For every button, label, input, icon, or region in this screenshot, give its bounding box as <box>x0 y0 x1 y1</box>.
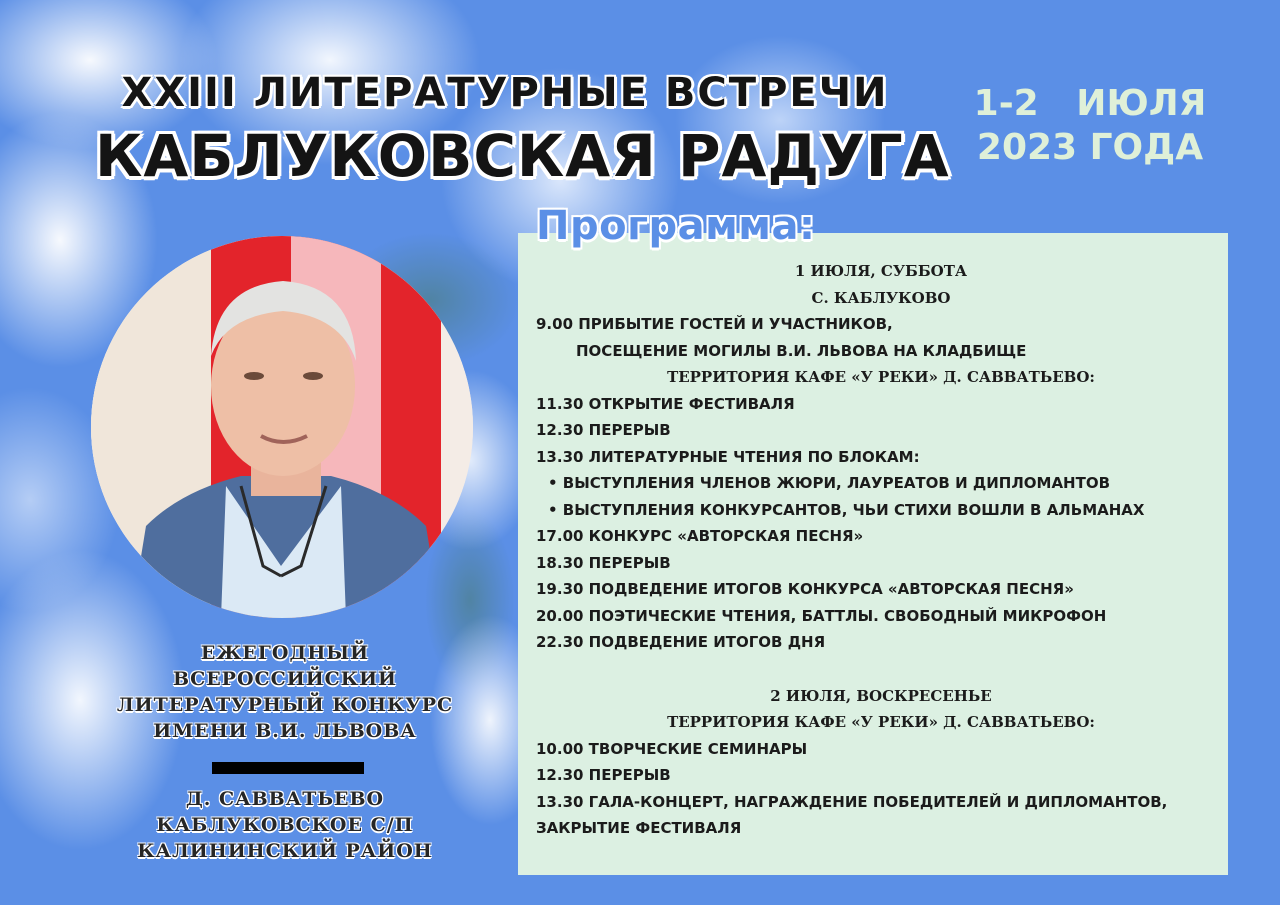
schedule-item: 17.00 КОНКУРС «АВТОРСКАЯ ПЕСНЯ» <box>536 527 864 545</box>
location-caption <box>110 786 460 864</box>
schedule-item: 13.30 ЛИТЕРАТУРНЫЕ ЧТЕНИЯ ПО БЛОКАМ: <box>536 447 920 466</box>
caption-line: КАЛИНИНСКИЙ РАЙОН <box>137 840 433 862</box>
schedule-item: 18.30 ПЕРЕРЫВ <box>536 553 671 572</box>
schedule-item: 12.30 ПЕРЕРЫВ <box>536 766 671 784</box>
schedule-item: 19.30 ПОДВЕДЕНИЕ ИТОГОВ КОНКУРСА «АВТОРСКАЯ ПЕСНЯ» <box>536 580 1074 598</box>
caption-line: ВСЕРОССИЙСКИЙ <box>173 668 397 690</box>
schedule-item: 12.30 ПЕРЕРЫВ <box>536 421 671 439</box>
schedule-item: 11.30 ОТКРЫТИЕ ФЕСТИВАЛЯ <box>536 394 795 413</box>
caption-line: КАБЛУКОВСКОЕ С/П <box>156 814 414 836</box>
schedule-item: ЗАКРЫТИЕ ФЕСТИВАЛЯ <box>536 819 742 837</box>
schedule-item: 13.30 ГАЛА-КОНЦЕРТ, НАГРАЖДЕНИЕ ПОБЕДИТЕЛЕЙ И ДИПЛОМАНТОВ, <box>536 792 1168 811</box>
event-title-line2: КАБЛУКОВСКАЯ РАДУГА <box>95 122 950 190</box>
schedule-item: 9.00 ПРИБЫТИЕ ГОСТЕЙ И УЧАСТНИКОВ, <box>536 315 893 333</box>
day2-venue: ТЕРРИТОРИЯ КАФЕ «У РЕКИ» Д. САВВАТЬЕВО: <box>667 713 1095 731</box>
program-schedule <box>536 258 1226 842</box>
spacer <box>536 656 1226 683</box>
contest-caption <box>110 640 460 744</box>
caption-divider <box>212 762 364 774</box>
caption-line: ЕЖЕГОДНЫЙ <box>200 642 370 664</box>
portrait-photo <box>91 236 473 618</box>
schedule-bullet-item: • ВЫСТУПЛЕНИЯ ЧЛЕНОВ ЖЮРИ, ЛАУРЕАТОВ И ДИПЛОМАНТОВ <box>548 474 1111 492</box>
caption-line: ИМЕНИ В.И. ЛЬВОВА <box>153 720 417 742</box>
day1-venue: ТЕРРИТОРИЯ КАФЕ «У РЕКИ» Д. САВВАТЬЕВО: <box>667 368 1095 386</box>
day2-title: 2 ИЮЛЯ, ВОСКРЕСЕНЬЕ <box>770 686 992 705</box>
schedule-item: 20.00 ПОЭТИЧЕСКИЕ ЧТЕНИЯ, БАТТЛЫ. СВОБОДНЫЙ МИКРОФОН <box>536 606 1107 625</box>
schedule-bullet-item: • ВЫСТУПЛЕНИЯ КОНКУРСАНТОВ, ЧЬИ СТИХИ ВОШЛИ В АЛЬМАНАХ <box>548 500 1145 519</box>
event-date-days: 1-2 ИЮЛЯ <box>973 83 1207 124</box>
day1-location: С. КАБЛУКОВО <box>811 288 951 307</box>
portrait-illustration <box>91 236 473 618</box>
event-date-year: 2023 ГОДА <box>976 127 1204 168</box>
program-heading: Программа: <box>536 203 816 249</box>
caption-line: ЛИТЕРАТУРНЫЙ КОНКУРС <box>116 694 454 716</box>
event-title-line1: XXIII ЛИТЕРАТУРНЫЕ ВСТРЕЧИ <box>121 70 889 116</box>
day1-title: 1 ИЮЛЯ, СУББОТА <box>794 262 968 280</box>
schedule-item: 10.00 ТВОРЧЕСКИЕ СЕМИНАРЫ <box>536 739 808 758</box>
caption-line: Д. САВВАТЬЕВО <box>185 788 385 810</box>
schedule-item: ПОСЕЩЕНИЕ МОГИЛЫ В.И. ЛЬВОВА НА КЛАДБИЩЕ <box>576 341 1027 360</box>
event-date <box>945 82 1235 170</box>
schedule-item: 22.30 ПОДВЕДЕНИЕ ИТОГОВ ДНЯ <box>536 633 826 651</box>
